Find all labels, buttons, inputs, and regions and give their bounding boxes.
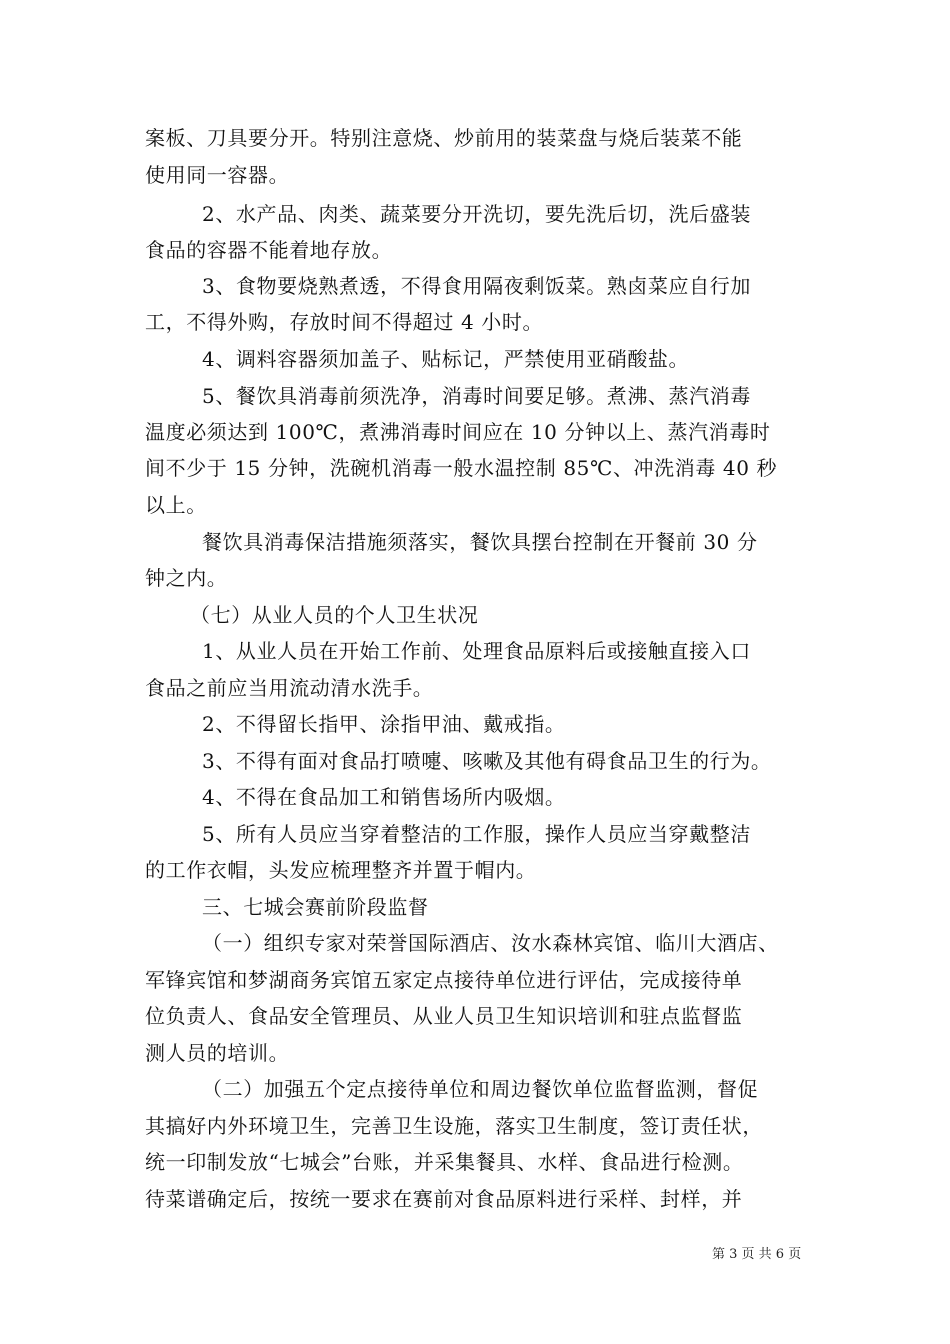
text-line: 测人员的培训。 (145, 1041, 290, 1065)
text-line: 使用同一容器。 (145, 163, 290, 187)
text-line: 1、从业人员在开始工作前、处理食品原料后或接触直接入口 (202, 639, 751, 663)
text-line: 餐饮具消毒保洁措施须落实，餐饮具摆台控制在开餐前 30 分 (202, 530, 758, 554)
text-line: （一）组织专家对荣誉国际酒店、汝水森林宾馆、临川大酒店、 (202, 931, 779, 955)
text-line: 军锋宾馆和梦湖商务宾馆五家定点接待单位进行评估，完成接待单 (145, 968, 743, 992)
page-number-footer: 第 3 页 共 6 页 (712, 1247, 802, 1262)
text-line: 4、不得在食品加工和销售场所内吸烟。 (202, 785, 566, 809)
text-line: 位负责人、食品安全管理员、从业人员卫生知识培训和驻点监督监 (145, 1004, 743, 1028)
text-line: 5、餐饮具消毒前须洗净，消毒时间要足够。煮沸、蒸汽消毒 (202, 384, 751, 408)
text-line: 的工作衣帽，头发应梳理整齐并置于帽内。 (145, 858, 537, 882)
text-line: 以上。 (145, 493, 207, 517)
text-line: 3、不得有面对食品打喷嚏、咳嗽及其他有碍食品卫生的行为。 (202, 749, 772, 773)
text-line: 2、不得留长指甲、涂指甲油、戴戒指。 (202, 712, 566, 736)
text-line: 统一印制发放“七城会”台账，并采集餐具、水样、食品进行检测。 (145, 1150, 744, 1174)
text-line: 工，不得外购，存放时间不得超过 4 小时。 (145, 310, 544, 334)
section-heading: （七）从业人员的个人卫生状况 (190, 603, 479, 627)
text-line: 间不少于 15 分钟，洗碗机消毒一般水温控制 85℃、冲洗消毒 40 秒 (145, 456, 778, 480)
text-line: （二）加强五个定点接待单位和周边餐饮单位监督监测，督促 (202, 1077, 759, 1101)
text-line: 钟之内。 (145, 566, 228, 590)
section-heading: 三、七城会赛前阶段监督 (202, 895, 429, 919)
text-line: 食品的容器不能着地存放。 (145, 238, 393, 262)
text-line: 5、所有人员应当穿着整洁的工作服，操作人员应当穿戴整洁 (202, 822, 751, 846)
text-line: 温度必须达到 100℃，煮沸消毒时间应在 10 分钟以上、蒸汽消毒时 (145, 420, 771, 444)
text-line: 2、水产品、肉类、蔬菜要分开洗切，要先洗后切，洗后盛装 (202, 202, 751, 226)
text-line: 4、调料容器须加盖子、贴标记，严禁使用亚硝酸盐。 (202, 347, 690, 371)
text-line: 食品之前应当用流动清水洗手。 (145, 676, 434, 700)
text-line: 3、食物要烧熟煮透，不得食用隔夜剩饭菜。熟卤菜应自行加 (202, 274, 751, 298)
text-line: 待菜谱确定后，按统一要求在赛前对食品原料进行采样、封样，并 (145, 1187, 743, 1211)
text-line: 案板、刀具要分开。特别注意烧、炒前用的装菜盘与烧后装菜不能 (145, 126, 743, 150)
text-line: 其搞好内外环境卫生，完善卫生设施，落实卫生制度，签订责任状， (145, 1114, 763, 1138)
